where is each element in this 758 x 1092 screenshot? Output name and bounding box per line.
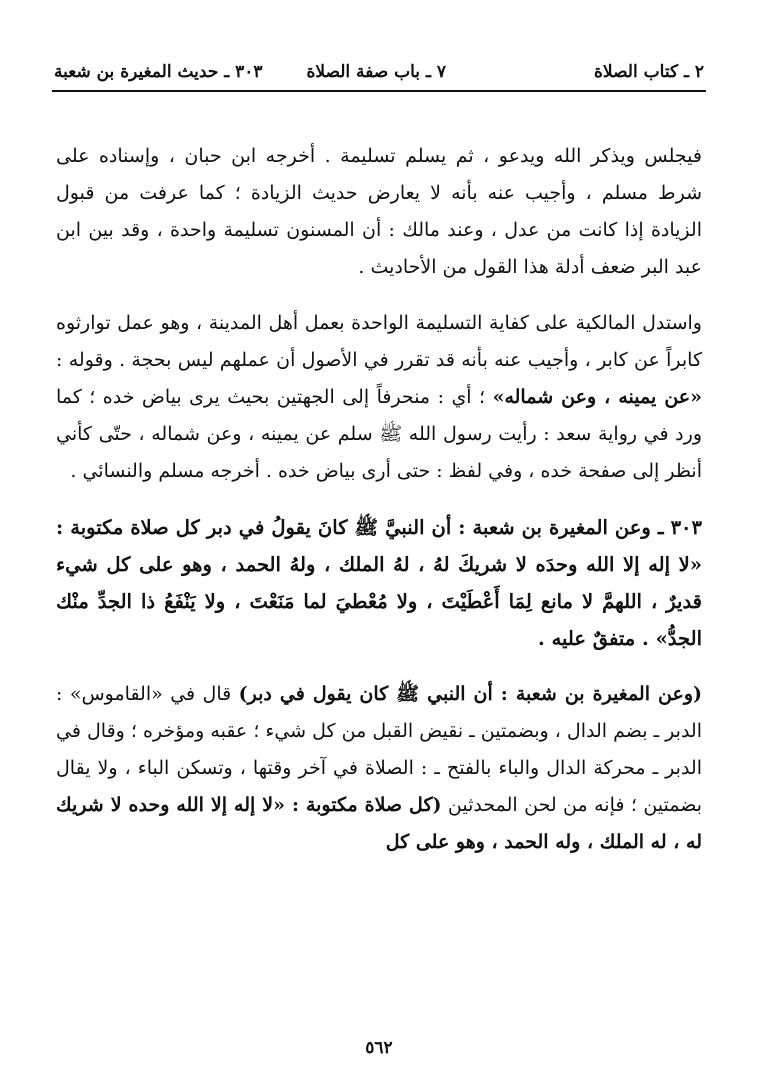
header-chapter-title: ٧ ـ باب صفة الصلاة: [306, 62, 446, 82]
paragraph-4-text: قال في «القاموس» : الدبر ـ بضم الدال ، وبضمتين ـ نقيض القبل من كل شيء ؛ عقبه ومؤخره ؛ وقال في الدبر ـ محركة الدال والباء بالفتح ـ : الصلاة في آخر وقتها ، وتسكن الباء ، ولا يقال بضمتين ؛ فإنه من لحن المحدثين: [56, 683, 702, 816]
paragraph-2-text-a: واستدل المالكية على كفاية التسليمة الواحدة بعمل أهل المدينة ، وهو عمل توارثوه كابراً عن كابر ، وأجيب عنه بأنه قد تقرر في الأصول أن عملهم ليس بحجة . وقوله :: [56, 312, 702, 371]
paragraph-2: [56, 305, 702, 490]
header-hadith-title: ٣٠٣ ـ حديث المغيرة بن شعبة: [54, 62, 263, 82]
running-header: [52, 56, 706, 92]
page-number: ٥٦٢: [365, 1038, 393, 1058]
paragraph-4-quote: (وعن المغيرة بن شعبة : أن النبي ﷺ كان يقول في دبر): [238, 683, 702, 705]
paragraph-2-quote: «عن يمينه ، وعن شماله»: [492, 386, 703, 408]
header-book-title: ٢ ـ كتاب الصلاة: [594, 62, 704, 82]
page-body: [56, 138, 702, 880]
paragraph-4-quote-2: (كل صلاة مكتوبة : «لا إله إلا الله وحده لا شريك له ، له الملك ، وله الحمد ، وهو على كل: [56, 794, 702, 853]
paragraph-1: فيجلس ويذكر الله ويدعو ، ثم يسلم تسليمة . أخرجه ابن حبان ، وإسناده على شرط مسلم ، وأجيب عنه بأنه لا يعارض حديث الزيادة ؛ كما عرفت من قبول الزيادة إذا كانت من عدل ، وعند مالك : أن المسنون تسليمة واحدة ، وقد بين ابن عبد البر ضعف أدلة هذا القول من الأحاديث .: [56, 145, 702, 278]
paragraph-4: [56, 676, 702, 861]
hadith-303: ٣٠٣ ـ وعن المغيرة بن شعبة : أن النبيَّ ﷺ كانَ يقولُ في دبر كل صلاة مكتوبة : «لا إله إلا الله وحدَه لا شريكَ لهُ ، لهُ الملك ، ولهُ الحمد ، وهو على كل شيء قديرٌ ، اللهمَّ لا مانع لِمَا أَعْطَيْتَ ، ولا مُعْطيَ لما مَنَعْتَ ، ولا يَنْفَعُ ذا الجدِّ منْك الجدُّ» . متفقٌ عليه .: [56, 516, 702, 650]
paragraph-2-text-b: ؛ أي : منحرفاً إلى الجهتين بحيث يرى بياض خده ؛ كما ورد في رواية سعد : رأيت رسول الله ﷺ سلم عن يمينه ، وعن شماله ، حتّى كأني أنظر إلى صفحة خده ، وفي لفظ : حتى أرى بياض خده . أخرجه مسلم والنسائي .: [56, 386, 702, 482]
